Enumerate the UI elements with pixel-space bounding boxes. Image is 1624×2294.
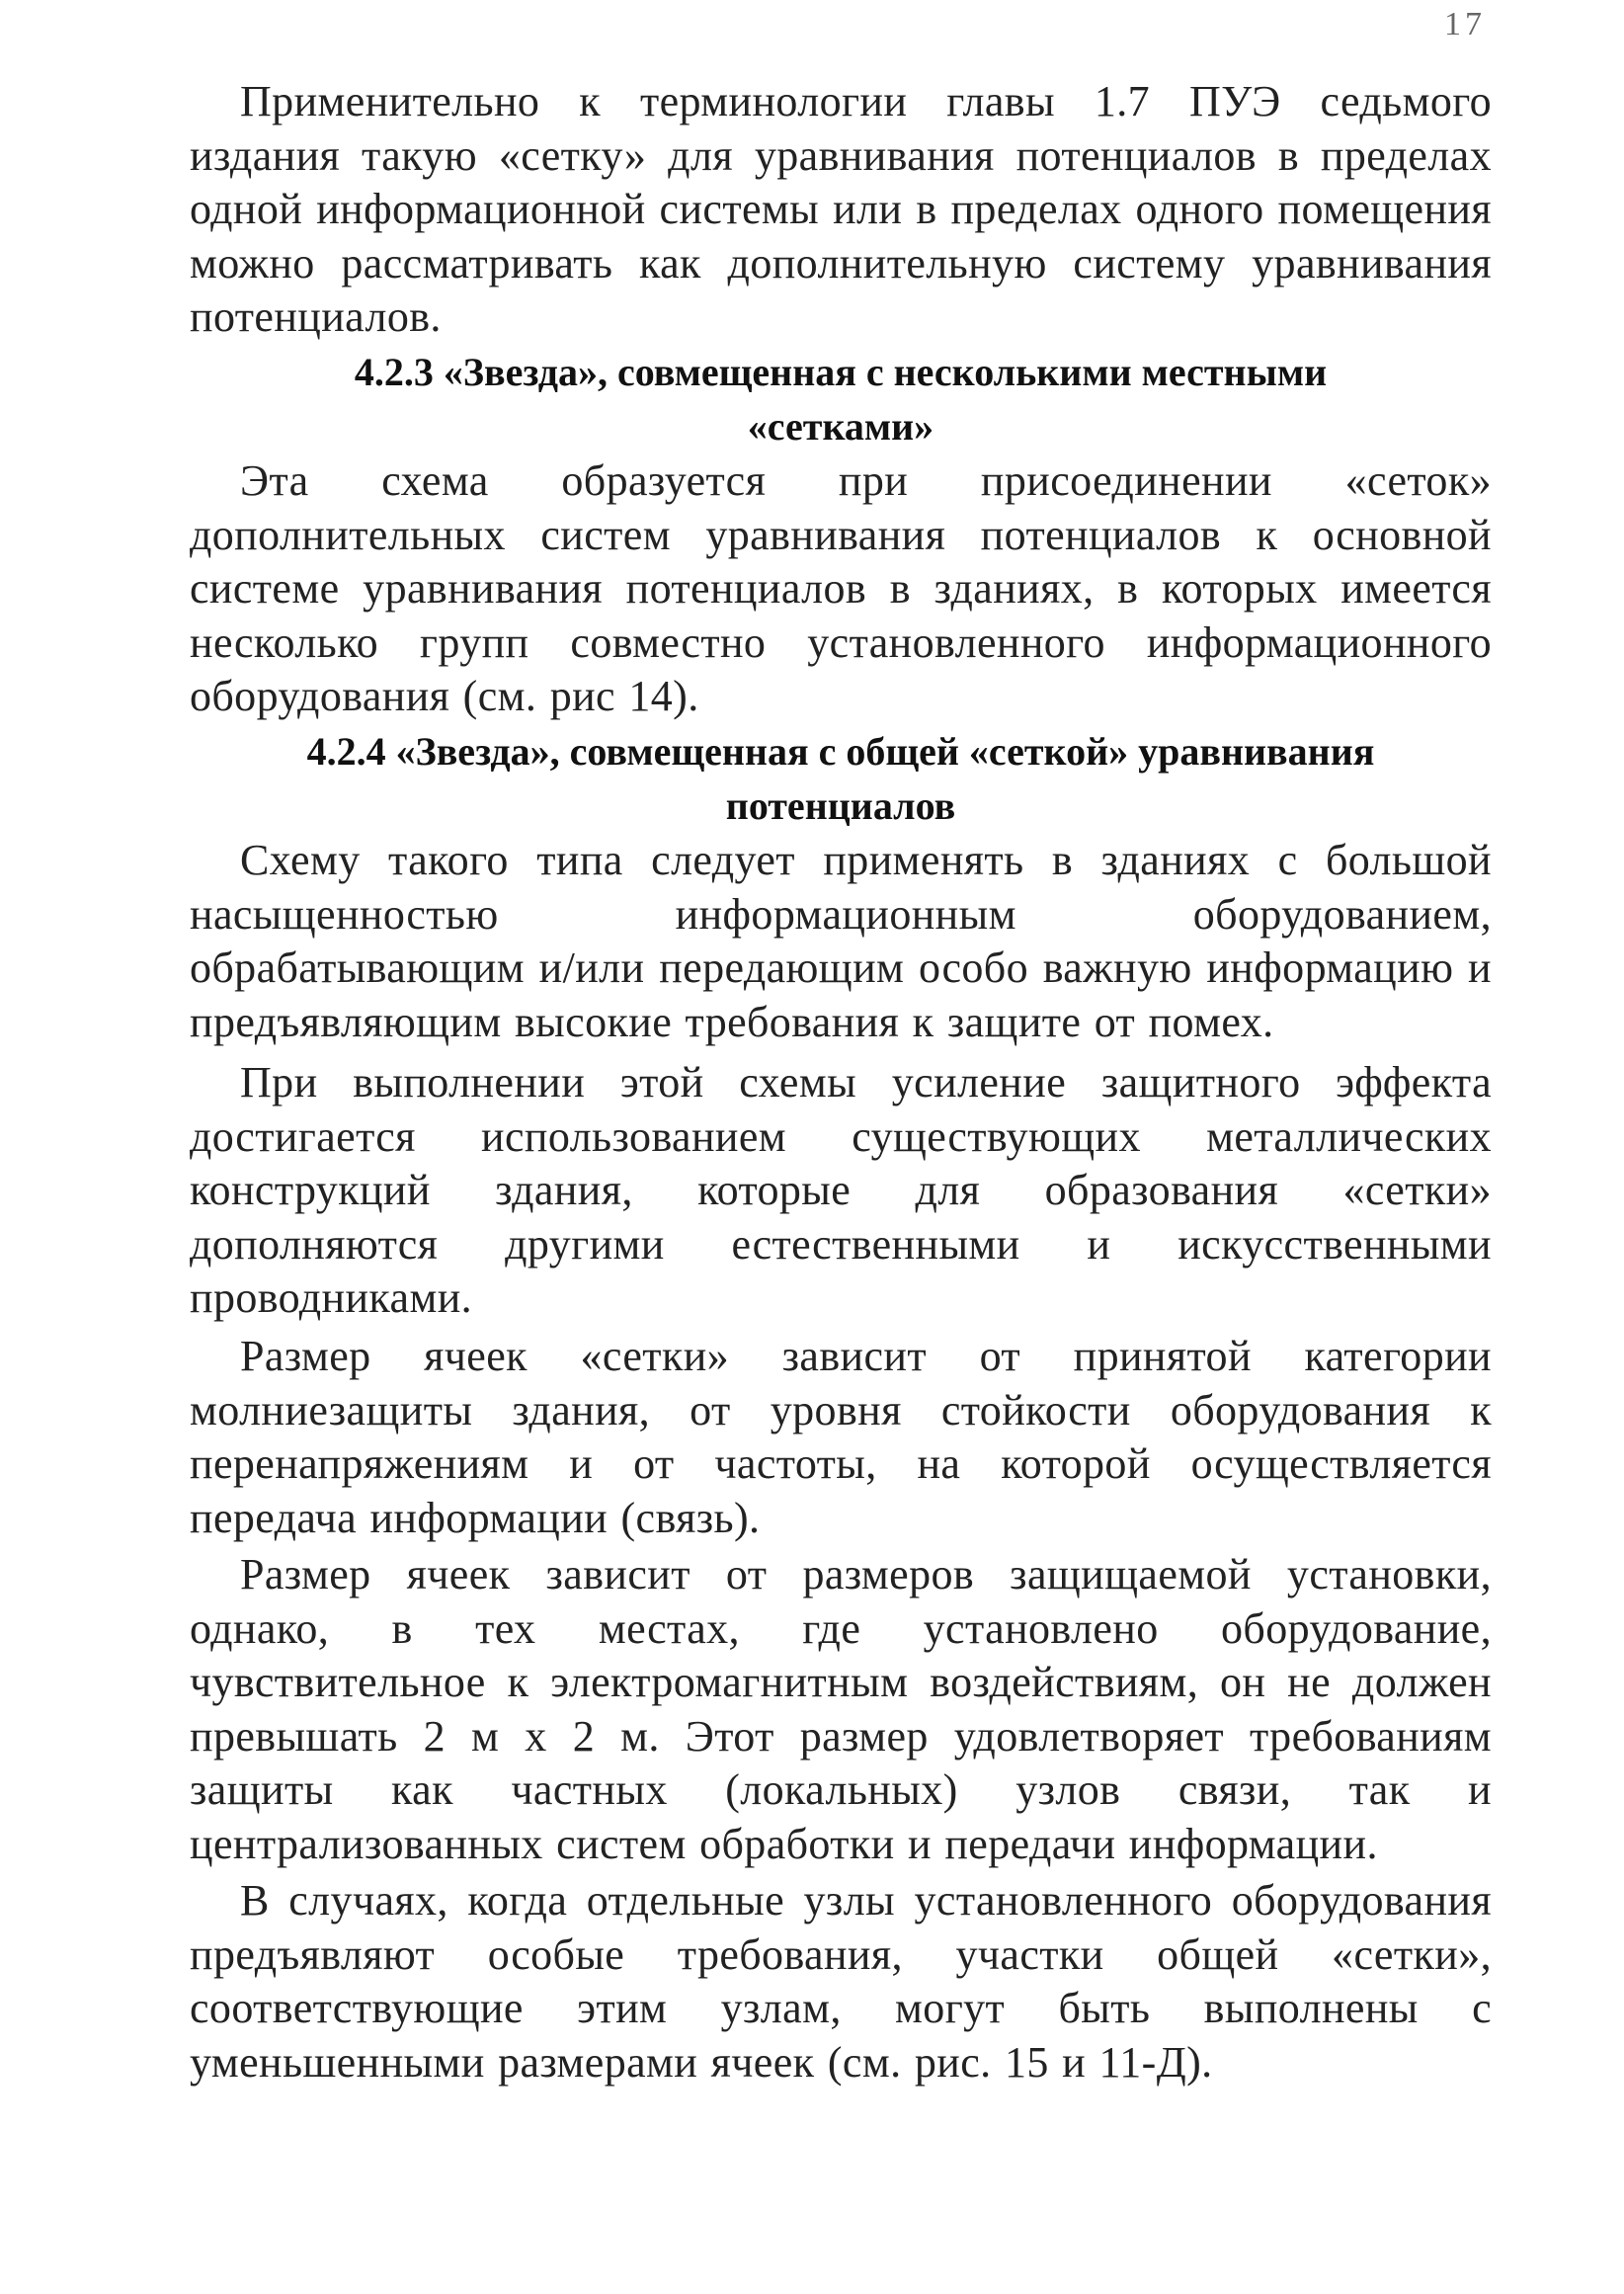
section-heading-4-2-3: 4.2.3 «Звезда», совмещенная с несколькими местными «сетками» [354, 350, 1328, 449]
paragraph-scheme-application: Схему такого типа следует применять в зданиях с большой насыщенностью информационным оборудованием, обрабатывающим и/или передающим особо важную информацию и предъявляющим высокие требования к защите от помех. [190, 836, 1492, 1046]
paragraph-protection-effect: При выполнении этой схемы усиление защитного эффекта достигается использованием существующих металлических конструкций здания, которые для образования «сетки» дополняются другими естественными и искусственными проводниками. [190, 1058, 1492, 1322]
page-number: 17 [1444, 6, 1486, 42]
paragraph-intro: Применительно к терминологии главы 1.7 ПУЭ седьмого издания такую «сетку» для уравнивания потенциалов в пределах одной информационной системы или в пределах одного помещения можно рассматривать как дополнительную систему уравнивания потенциалов. [190, 77, 1492, 341]
paragraph-mesh-size-factors: Размер ячеек «сетки» зависит от принятой категории молниезащиты здания, от уровня стойкости оборудования к перенапряжениям и от частоты, на которой осуществляется передача информации (связь). [190, 1332, 1492, 1542]
section-heading-4-2-4: 4.2.4 «Звезда», совмещенная с общей «сеткой» уравнивания потенциалов [306, 729, 1375, 828]
paragraph-reduced-mesh: В случаях, когда отдельные узлы установленного оборудования предъявляют особые требования, участки общей «сетки», соответствующие этим узлам, могут быть выполнены с уменьшенными размерами ячеек (см. рис. 15 и 11-Д). [190, 1876, 1492, 2087]
paragraph-mesh-size-limit: Размер ячеек зависит от размеров защищаемой установки, однако, в тех местах, где установлено оборудование, чувствительное к электромагнитным воздействиям, он не должен превышать 2 м х 2 м. Этот размер удовлетворяет требованиям защиты как частных (локальных) узлов связи, так и централизованных систем обработки и передачи информации. [190, 1550, 1492, 1868]
paragraph-star-local-grids: Эта схема образуется при присоединении «сеток» дополнительных систем уравнивания потенциалов к основной системе уравнивания потенциалов в зданиях, в которых имеется несколько групп совместно установленного информационного оборудования (см. рис 14). [190, 456, 1492, 720]
